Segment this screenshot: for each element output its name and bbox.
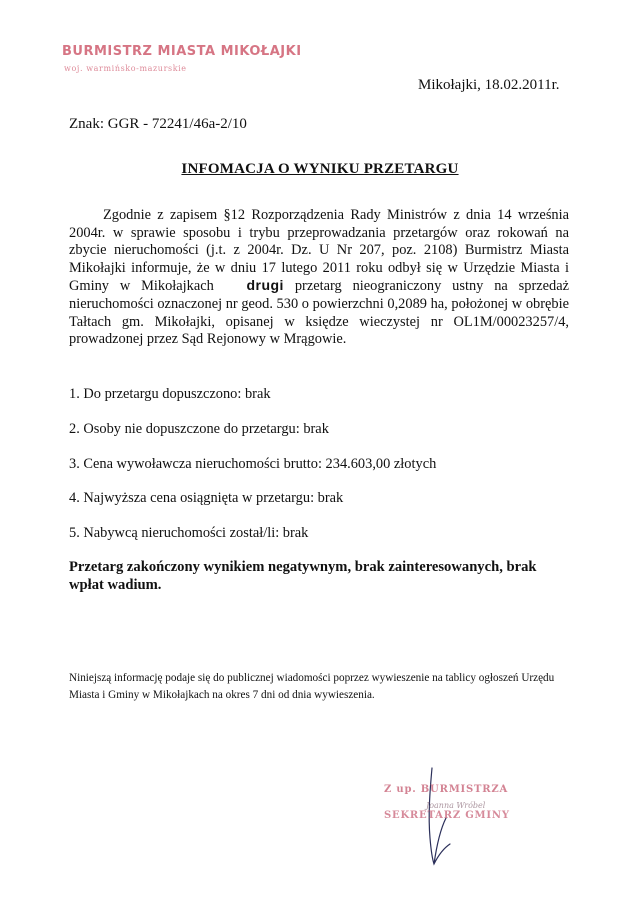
main-paragraph	[69, 207, 569, 349]
main-paragraph-part2: przetarg nieograniczony ustny na sprzedaż nieruchomości oznaczonej nr geod. 530 o powierzchni 0,2089 ha, położonej w obrębie Tałtach gm. Mikołajki, opisanej w księdze wieczystej nr OL1M/00023257/4, prowadzonej przez Sąd Rejonowy w Mrągowie.	[69, 278, 569, 348]
office-stamp-line2: woj. warmińsko-mazurskie	[64, 64, 187, 73]
signature-stamp	[384, 784, 534, 821]
conclusion-text: Przetarg zakończony wynikiem negatywnym, brak zainteresowanych, brak wpłat wadium.	[69, 559, 537, 593]
signature-stamp-line2: SEKRETARZ GMINY	[384, 810, 510, 821]
list-item: 4. Najwyższa cena osiągnięta w przetargu: brak	[69, 490, 344, 506]
list-item: 1. Do przetargu dopuszczono: brak	[69, 386, 271, 402]
publication-notice: Niniejszą informację podaje się do publicznej wiadomości poprzez wywieszenie na tablicy ogłoszeń Urzędu Miasta i Gminy w Mikołajkach na okres 7 dni od dnia wywieszenia.	[69, 672, 555, 701]
office-stamp	[62, 44, 302, 73]
document-date: Mikołajki, 18.02.2011r.	[418, 77, 560, 93]
main-paragraph-emphasis: drugi	[246, 277, 284, 294]
main-paragraph-part1: Zgodnie z zapisem §12 Rozporządzenia Rady Ministrów z dnia 14 września 2004r. w sprawie sposobu i trybu przeprowadzania przetargów oraz rokowań na zbycie nieruchomości (j.t. z 2004r. Dz. U Nr 207, poz. 2108) Burmistrz Miasta Mikołajki informuje, że w dniu 17 lutego 2011 roku odbył się w Urzędzie Miasta i Gminy w Mikołajkach	[69, 207, 569, 295]
office-stamp-line1: BURMISTRZ MIASTA MIKOŁAJKI	[62, 44, 302, 59]
signature-stamp-line1: Z up. BURMISTRZA	[384, 784, 509, 795]
list-item: 5. Nabywcą nieruchomości został/li: brak	[69, 525, 309, 541]
list-item: 3. Cena wywoławcza nieruchomości brutto: 234.603,00 złotych	[69, 456, 437, 472]
list-item: 2. Osoby nie dopuszczone do przetargu: brak	[69, 421, 329, 437]
document-title: INFOMACJA O WYNIKU PRZETARGU	[181, 161, 459, 177]
reference-number: Znak: GGR - 72241/46a-2/10	[69, 116, 247, 132]
signature-stamp-name: Joanna Wróbel	[426, 801, 486, 810]
